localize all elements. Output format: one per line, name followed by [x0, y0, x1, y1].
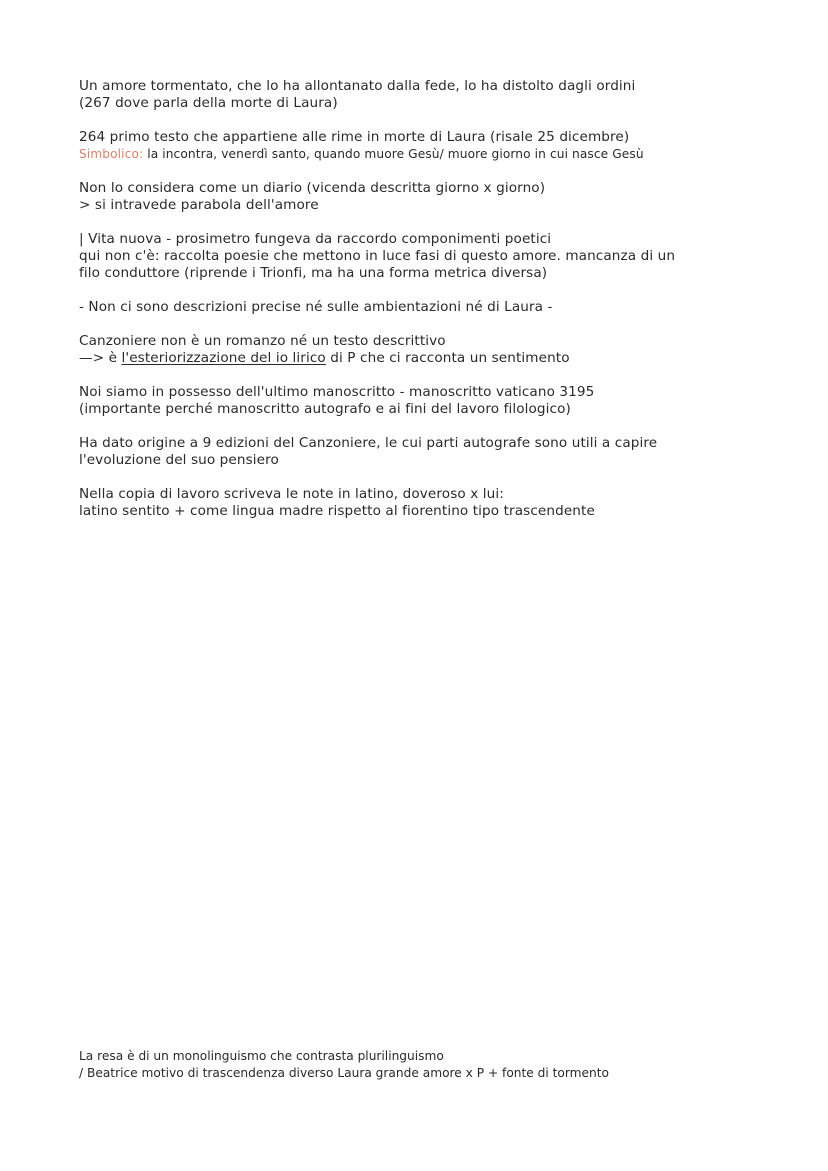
paragraph-latin-notes — [79, 486, 769, 520]
text-line: > si intravede parabola dell'amore — [79, 197, 319, 213]
underlined-phrase: l'esteriorizzazione del io lirico — [121, 350, 326, 366]
text-line: Noi siamo in possesso dell'ultimo manoscritto - manoscritto vaticano 3195 — [79, 384, 595, 400]
text-line: Un amore tormentato, che lo ha allontanato dalla fede, lo ha distolto dagli ordini — [79, 78, 636, 94]
arrow-prefix: —> è — [79, 350, 122, 366]
paragraph-canzoniere — [79, 333, 769, 367]
text-line — [79, 350, 769, 367]
text-line: (267 dove parla della morte di Laura) — [79, 95, 338, 111]
text-line: - Non ci sono descrizioni precise né sulle ambientazioni né di Laura - — [79, 299, 553, 315]
paragraph-not-a-diary — [79, 180, 769, 214]
text-line: latino sentito + come lingua madre rispetto al fiorentino tipo trascendente — [79, 503, 595, 519]
text-line: (importante perché manoscritto autografo e ai fini del lavoro filologico) — [79, 401, 571, 417]
paragraph-tormented-love — [79, 78, 769, 112]
footer-line: / Beatrice motivo di trascendenza diverso Laura grande amore x P + fonte di tormento — [79, 1066, 610, 1080]
text-line: Canzoniere non è un romanzo né un testo descrittivo — [79, 333, 446, 349]
text-line: qui non c'è: raccolta poesie che mettono in luce fasi di questo amore. mancanza di un — [79, 248, 676, 264]
footer-notes — [79, 1048, 769, 1082]
text-line: Ha dato origine a 9 edizioni del Canzoniere, le cui parti autografe sono utili a capire — [79, 435, 658, 451]
text-line: Nella copia di lavoro scriveva le note in latino, doveroso x lui: — [79, 486, 504, 502]
notes-body — [79, 78, 769, 537]
paragraph-manuscript — [79, 384, 769, 418]
symbolic-line — [79, 146, 769, 163]
text-line: l'evoluzione del suo pensiero — [79, 452, 279, 468]
symbolic-label: Simbolico: — [79, 147, 144, 161]
paragraph-no-descriptions — [79, 299, 769, 316]
paragraph-editions — [79, 435, 769, 469]
symbolic-text: la incontra, venerdì santo, quando muore Gesù/ muore giorno in cui nasce Gesù — [143, 147, 644, 161]
text-line: | Vita nuova - prosimetro fungeva da raccordo componimenti poetici — [79, 231, 552, 247]
line-rest: di P che ci racconta un sentimento — [325, 350, 570, 366]
paragraph-vita-nuova — [79, 231, 769, 282]
text-line: 264 primo testo che appartiene alle rime in morte di Laura (risale 25 dicembre) — [79, 129, 630, 145]
paragraph-rime-in-morte — [79, 129, 769, 163]
footer-line: La resa è di un monolinguismo che contrasta plurilinguismo — [79, 1049, 444, 1063]
text-line: filo conduttore (riprende i Trionfi, ma ha una forma metrica diversa) — [79, 265, 548, 281]
text-line: Non lo considera come un diario (vicenda descritta giorno x giorno) — [79, 180, 546, 196]
